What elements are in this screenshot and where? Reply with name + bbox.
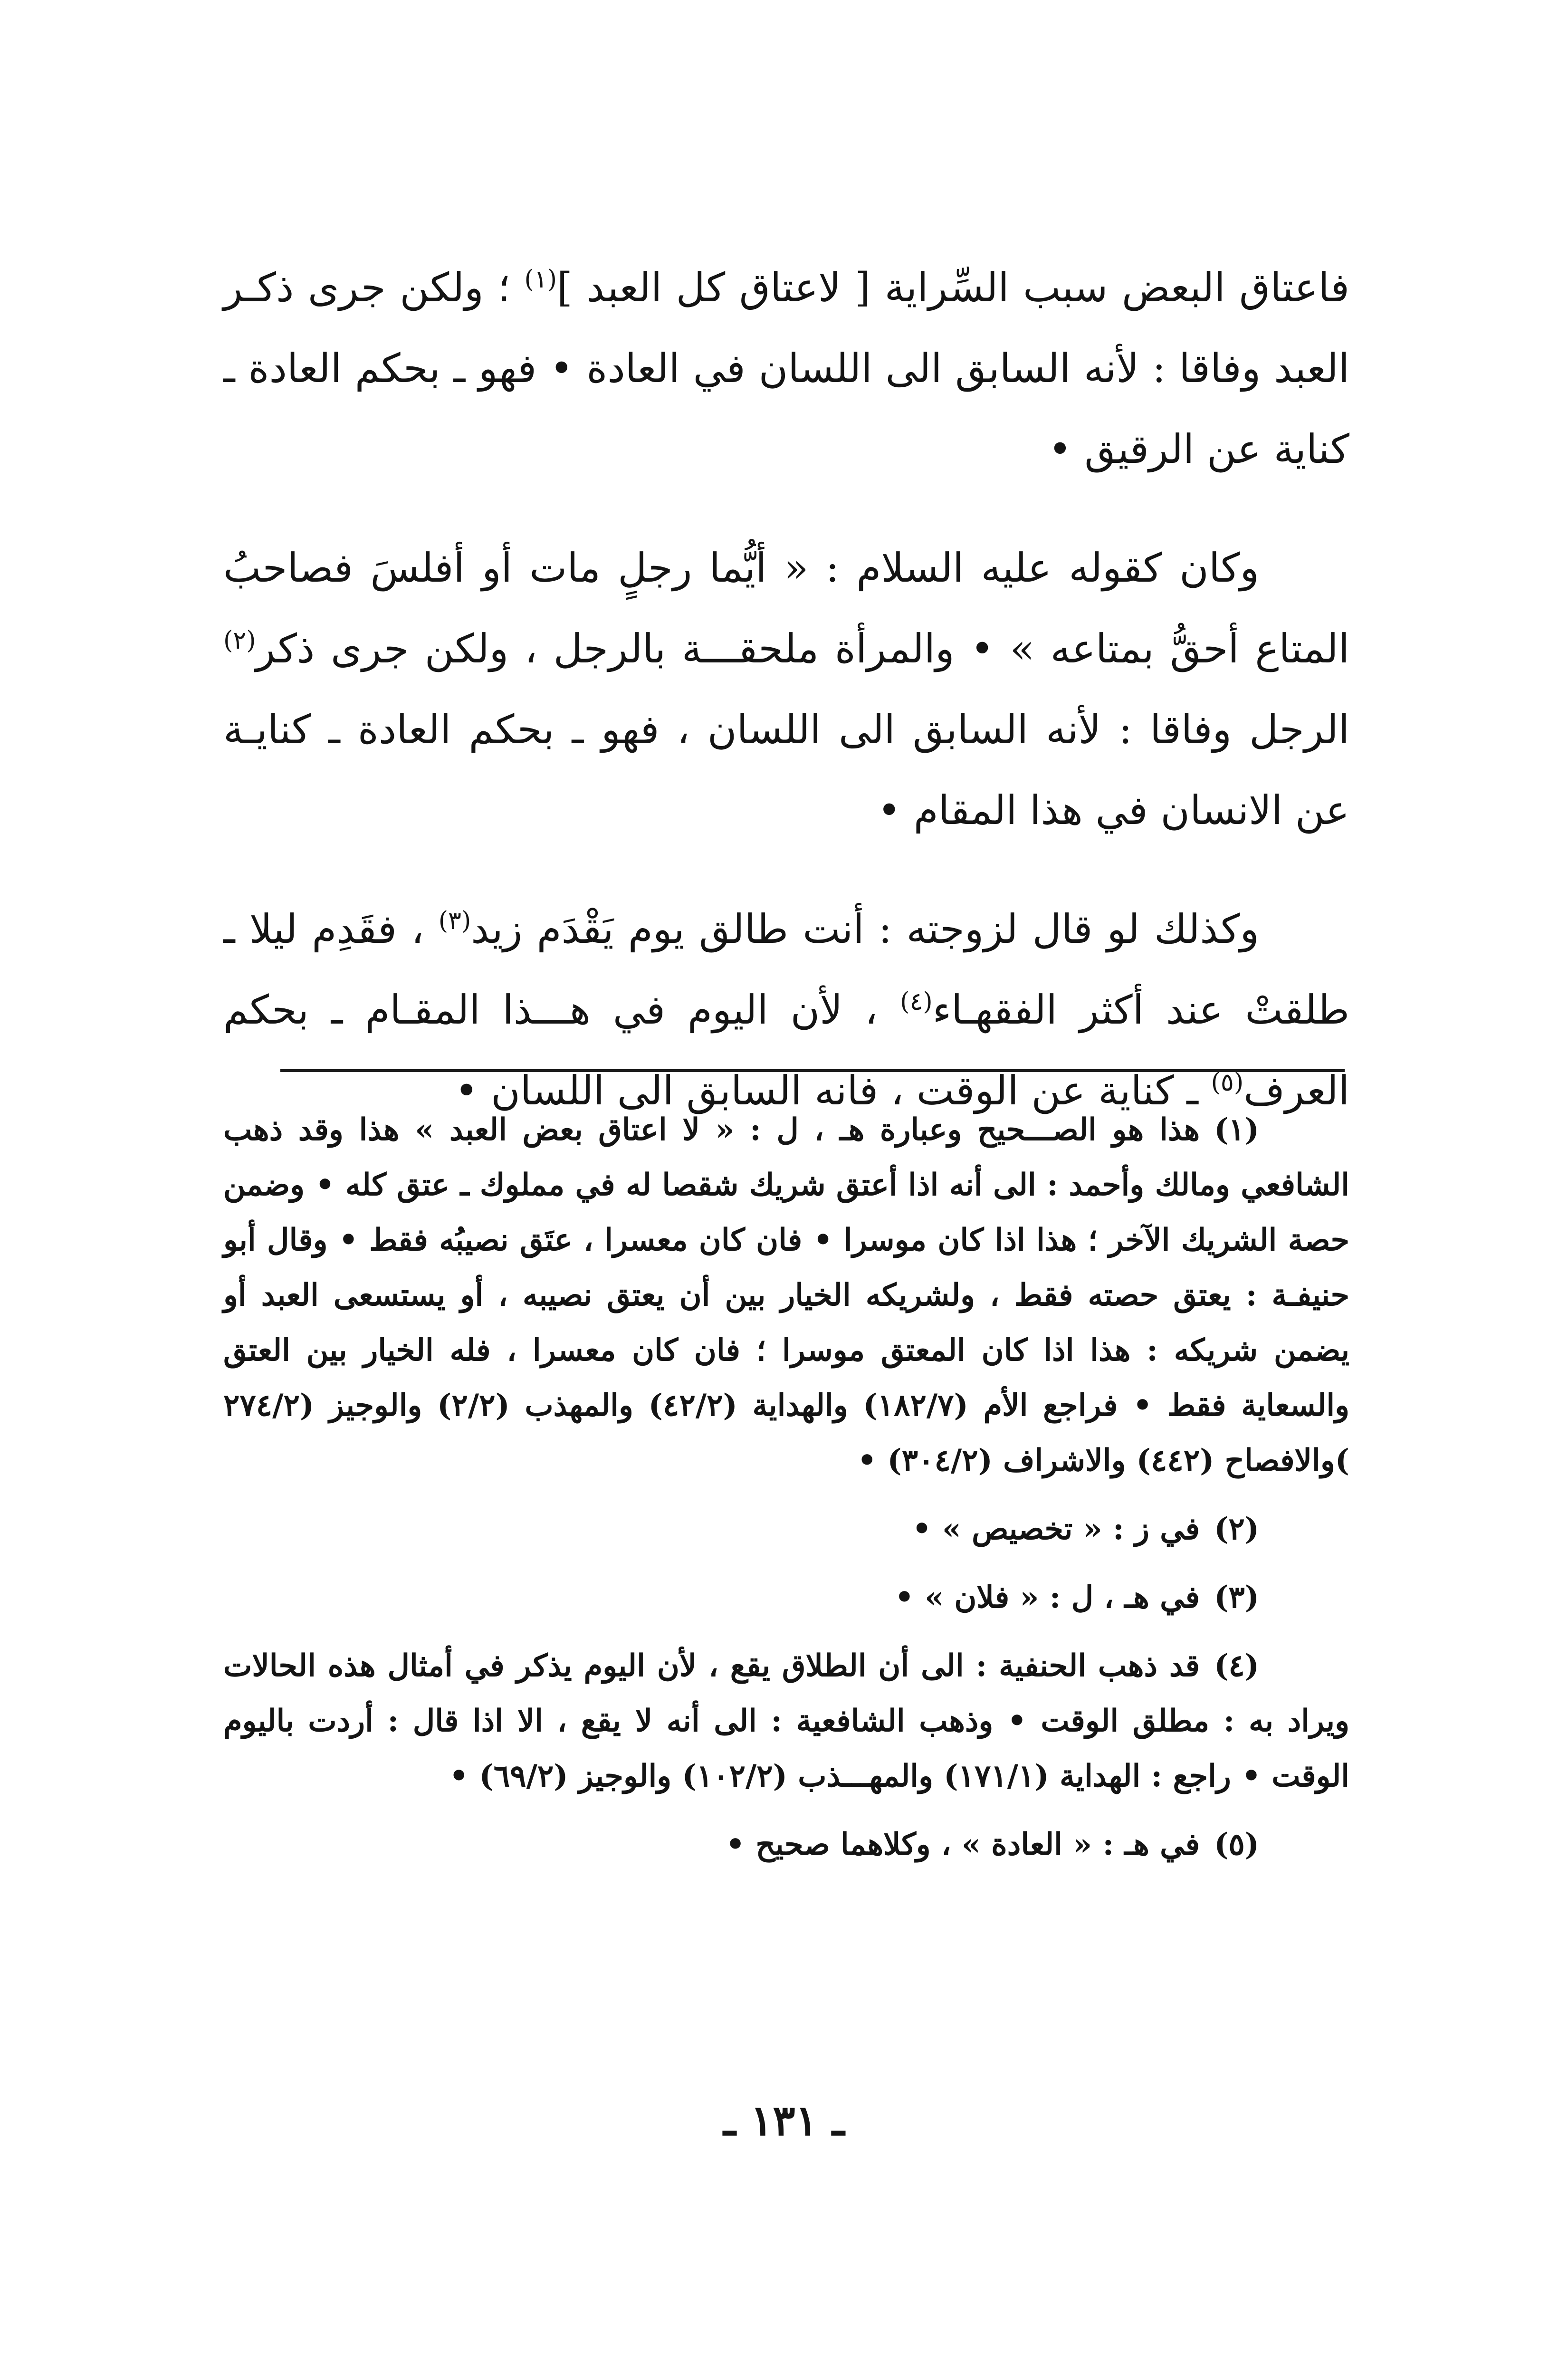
footnotes <box>223 1102 1349 1886</box>
footnote-ref-5: (٥) <box>1211 1068 1244 1097</box>
footnote-5 <box>223 1817 1349 1872</box>
paragraph-3-text-d: ـ كناية عن الوقت ، فانه السابق الى اللسان • <box>454 1067 1211 1114</box>
paragraph-3-text-c: ، لأن اليوم في هـــذا المقـام ـ بحكم العرف <box>223 987 1349 1114</box>
footnote-divider <box>280 1069 1345 1072</box>
footnote-text: قد ذهب الحنفية : الى أن الطلاق يقع ، لأن اليوم يذكر في أمثال هذه الحالات ويراد به : مطلق الوقت • وذهب الشافعية : الى أنه لا يقع ، الا اذا قال : أردت باليوم الوقت • راجع : الهداية (١٧١/١) والمهـــذب (١٠٢/٢) والوجيز (٦٩/٢) • <box>223 1648 1349 1794</box>
footnote-number: (٢) <box>1214 1511 1259 1547</box>
paragraph-2-text-b: الرجل وفاقا : لأنه السابق الى اللسان ، فهو ـ بحكم العادة ـ كنايـة عن الانسان في هذا المقام • <box>223 706 1349 834</box>
paragraph-2 <box>223 527 1349 851</box>
footnote-3 <box>223 1570 1349 1625</box>
footnote-4 <box>223 1638 1349 1804</box>
footnote-text: في هـ ، ل : « فلان » • <box>894 1580 1200 1615</box>
footnote-number: (٣) <box>1214 1580 1259 1615</box>
paragraph-1 <box>223 247 1349 489</box>
paragraph-1-text-a: فاعتاق البعض سبب السِّراية [ لاعتاق كل العبد ] <box>557 264 1349 311</box>
footnote-1 <box>223 1102 1349 1488</box>
footnote-ref-3: (٣) <box>438 907 471 935</box>
paragraph-3-text-a: وكذلك لو قال لزوجته : أنت طالق يوم يَقْدَم زيد <box>471 906 1260 952</box>
paragraph-3-text-b: ، فقَدِم ليلا ـ طلقتْ عند أكثر الفقهـاء <box>223 906 1349 1033</box>
main-text <box>223 247 1349 1169</box>
paragraph-1-text-b: ؛ ولكن جرى ذكـر العبد وفاقا : لأنه السابق الى اللسان في العادة • فهو ـ بحكم العادة ـ كناية عن الرقيق • <box>223 264 1349 472</box>
paragraph-2-text-a: وكان كقوله عليه السلام : « أيُّما رجلٍ مات أو أفلسَ فصاحبُ المتاع أحقُّ بمتاعه » • والمرأة ملحقـــة بالرجل ، ولكن جرى ذكر <box>223 545 1349 672</box>
footnote-number: (١) <box>1214 1112 1259 1148</box>
footnote-number: (٥) <box>1214 1827 1259 1862</box>
footnote-ref-1: (١) <box>524 265 557 294</box>
footnote-text: في هـ : « العادة » ، وكلاهما صحيح • <box>726 1827 1200 1862</box>
footnote-ref-2: (٢) <box>223 626 256 655</box>
footnote-ref-4: (٤) <box>900 987 933 1016</box>
footnote-2 <box>223 1502 1349 1557</box>
footnote-text: في ز : « تخصيص » • <box>912 1511 1200 1547</box>
footnote-text: هذا هو الصـــحيح وعبارة هـ ، ل : « لا اعتاق بعض العبد » هذا وقد ذهب الشافعي ومالك وأحمد : الى أنه اذا أعتق شريك شقصا له في مملوك ـ عتق كله • وضمن حصة الشريك الآخر ؛ هذا اذا كان موسرا • فان كان معسرا ، عتَق نصيبُه فقط • وقال أبو حنيفـة : يعتق حصته فقط ، ولشريكه الخيار بين أن يعتق نصيبه ، أو يستسعى العبد أو يضمن شريكه : هذا اذا كان المعتق موسرا ؛ فان كان معسرا ، فله الخيار بين العتق والسعاية فقط • فراجع الأم (١٨٢/٧) والهداية (٤٢/٢) والمهذب (٢/٢) والوجيز (٢٧٤/٢ )والافصاح (٤٤٢) والاشراف (٣٠٤/٢) • <box>223 1112 1350 1478</box>
footnote-number: (٤) <box>1214 1648 1259 1684</box>
paragraph-3 <box>223 889 1349 1131</box>
page-number: ـ ١٣١ ـ <box>723 2096 845 2145</box>
